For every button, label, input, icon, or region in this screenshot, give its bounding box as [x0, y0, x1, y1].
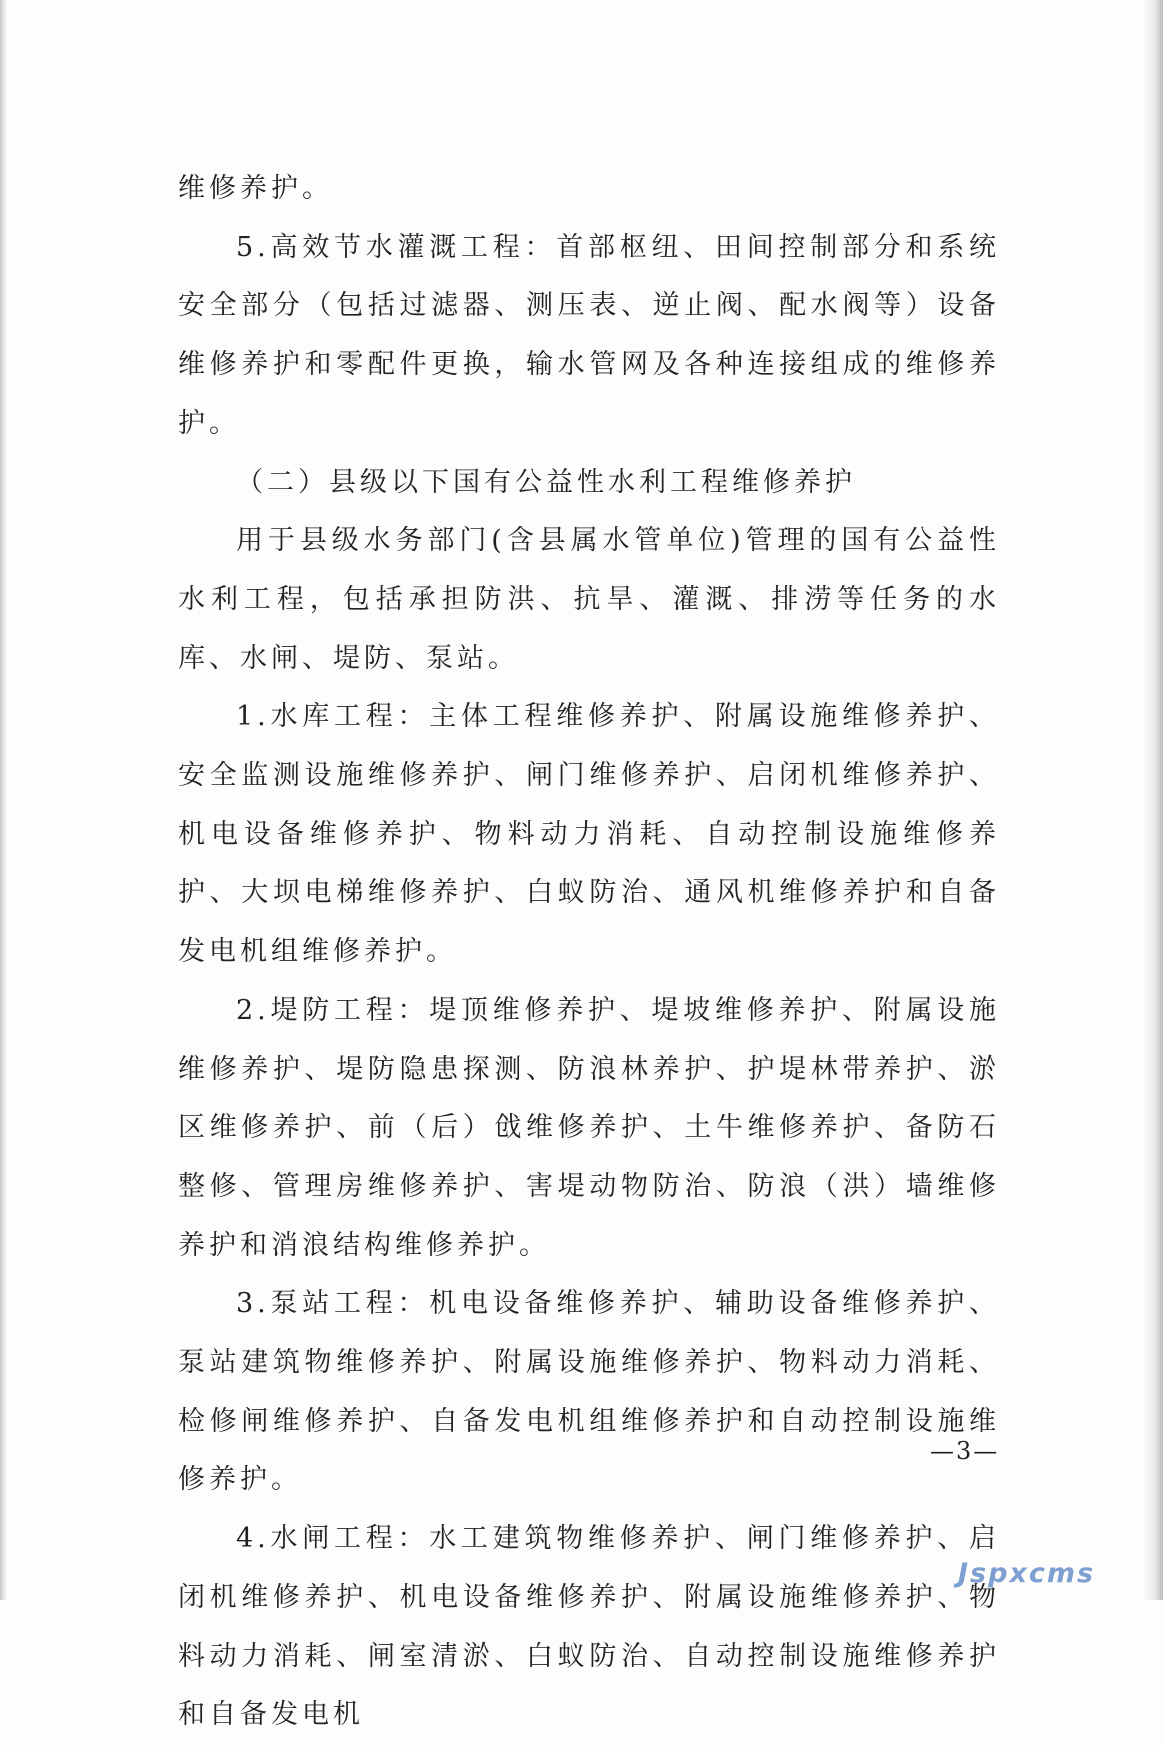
paragraph-sluice: 4.水闸工程：水工建筑物维修养护、闸门维修养护、启闭机维修养护、机电设备维修养护、附属设施维修养护、物料动力消耗、闸室清淤、白蚁防治、自动控制设施维修养护和自备发电机 — [178, 1523, 1000, 1731]
section-heading-county-projects: （二）县级以下国有公益性水利工程维修养护 — [236, 466, 856, 498]
paragraph-pump-station: 3.泵站工程：机电设备维修养护、辅助设备维修养护、泵站建筑物维修养护、附属设施维修养护、物料动力消耗、检修闸维修养护、自备发电机组维修养护和自动控制设施维修养护。 — [178, 1288, 1000, 1496]
page-edge-left — [0, 0, 8, 1600]
document-body — [178, 160, 1000, 1745]
page-number: —3— — [930, 1437, 1000, 1465]
paragraph-scope: 用于县级水务部门(含县属水管单位)管理的国有公益性水利工程，包括承担防洪、抗旱、灌溉、排涝等任务的水库、水闸、堤防、泵站。 — [178, 525, 1000, 674]
paragraph-reservoir: 1.水库工程：主体工程维修养护、附属设施维修养护、安全监测设施维修养护、闸门维修养护、启闭机维修养护、机电设备维修养护、物料动力消耗、自动控制设施维修养护、大坝电梯维修养护、白蚁防治、通风机维修养护和自备发电机组维修养护。 — [178, 701, 1000, 968]
paragraph-efficient-irrigation: 5.高效节水灌溉工程：首部枢纽、田间控制部分和系统安全部分（包括过滤器、测压表、逆止阀、配水阀等）设备维修养护和零配件更换，输水管网及各种连接组成的维修养护。 — [178, 231, 1000, 439]
page-edge-right — [1143, 0, 1163, 1600]
paragraph-embankment: 2.堤防工程：堤顶维修养护、堤坡维修养护、附属设施维修养护、堤防隐患探测、防浪林养护、护堤林带养护、淤区维修养护、前（后）戗维修养护、土牛维修养护、备防石整修、管理房维修养护、害堤动物防治、防浪（洪）墙维修养护和消浪结构维修养护。 — [178, 994, 1000, 1261]
watermark-logo: Jspxcms — [958, 1558, 1096, 1589]
paragraph-continuation: 维修养护。 — [178, 173, 333, 204]
